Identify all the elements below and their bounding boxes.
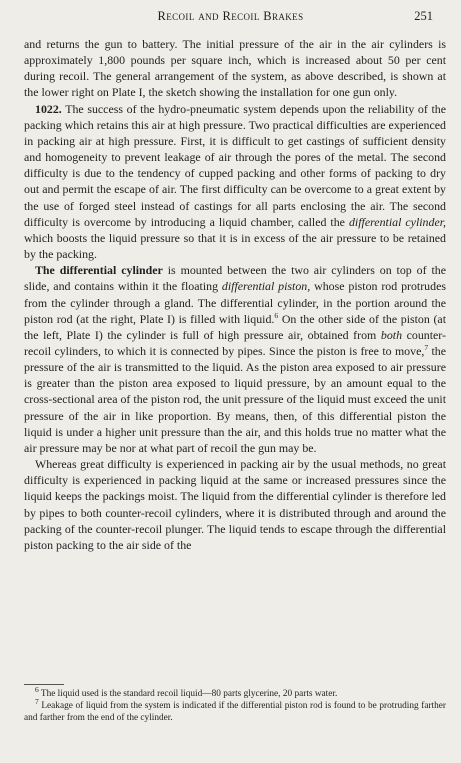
paragraph-1022-text-b: which boosts the liquid pressure so that it is in excess of the air pressure to be retained by the packing. [24, 230, 446, 262]
term-differential-piston: differential piston, [221, 279, 311, 294]
paragraph-4-text: Whereas great difficulty is experienced in packing air by the usual methods, no great difficulty is experienced in packing liquid at the same or increased pressures since the liquid keeps the packings moist. The liquid from the differential cylinder is therefore led by pipes to both counter-recoil cylinders, where it is distributed through and around the packing of the counter-recoil plunger. The liquid tends to escape through the differential piston packing to the air side of the [24, 457, 446, 552]
footnote-7 [24, 697, 447, 724]
footnote-6-mark: 6 [35, 684, 39, 694]
footnotes [24, 684, 447, 725]
paragraph-1 [24, 36, 446, 101]
paragraph-differential-cylinder [24, 262, 446, 456]
footnote-7-mark: 7 [35, 697, 39, 707]
term-differential-cylinder: differential cylinder, [348, 214, 447, 229]
paragraph-3-text-c: On the other side of the piston (at the left, Plate I) the cylinder is full of high pressure air, obtained from [24, 311, 447, 342]
footnote-6 [24, 684, 446, 700]
paragraph-3-text-b: whose piston rod protrudes from the cylinder through a gland. The differential cylinder, in the portion around the piston rod (at the right, Plate I) is filled with liquid. [24, 279, 446, 326]
running-head: Recoil and Recoil Brakes [157, 9, 304, 23]
paragraph-1022-text-a: The success of the hydro-pneumatic system depends upon the reliability of the packing which retains this air at high pressure. Two practical difficulties are experienced in packing air at high pressure. First, it is difficult to get castings of sufficient density and homogeneity to prevent leakage of air through the pores of the metal. The second difficulty is due to the tendency of cupped packing and other forms of packing to dry out and permit the escape of air. The first difficulty can be overcome to a great extent by the use of forged steel instead of castings for all parts enclosing the air. The second difficulty is overcome by introducing a liquid chamber, called the [24, 101, 446, 229]
page-number: 251 [414, 9, 433, 23]
paragraph-3-text-e: the pressure of the air is transmitted to the liquid. As the piston area exposed to air pressure is greater than the piston area exposed to liquid pressure, by an amount equal to the cross-sectional area of the piston rod, the unit pressure of the liquid must exceed the unit pressure of the air in like proportion. By means, then, of this differential piston the liquid is under a higher unit pressure than the air, and this holds true no matter what the air pressure may be nor at what part of recoil the gun may be. [24, 343, 446, 455]
paragraph-1-text: and returns the gun to battery. The initial pressure of the air in the air cylinders is approximately 1,800 pounds per square inch, which is increased about 50 per cent during recoil. The general arrangement of the system, as above described, is shown at the lower right on Plate I, the sketch showing the installation for one gun only. [24, 37, 446, 100]
paragraph-3-text-d: counter-recoil cylinders, to which it is connected by pipes. Since the piston is free to move, [24, 327, 446, 358]
paragraph-1022 [24, 101, 446, 263]
paragraph-3-text-a: is mounted between the two air cylinders on top of the slide, and contains within it the floating [24, 263, 446, 294]
section-number: 1022. [35, 101, 62, 116]
footnote-6-text: The liquid used is the standard recoil liquid—80 parts glycerine, 20 parts water. [40, 689, 338, 699]
footnote-ref-7[interactable]: 7 [424, 343, 429, 352]
heading-differential-cylinder: The differential cylinder [35, 263, 163, 278]
body-text [24, 36, 446, 553]
footnote-7-text: Leakage of liquid from the system is indicated if the differential piston rod is found to be protruding farther and farther from the end of the cylinder. [24, 701, 447, 724]
footnote-ref-6[interactable]: 6 [274, 310, 279, 320]
term-both: both [380, 327, 403, 342]
footnote-rule [24, 684, 64, 685]
paragraph-4 [24, 456, 446, 553]
page-header [24, 9, 437, 29]
